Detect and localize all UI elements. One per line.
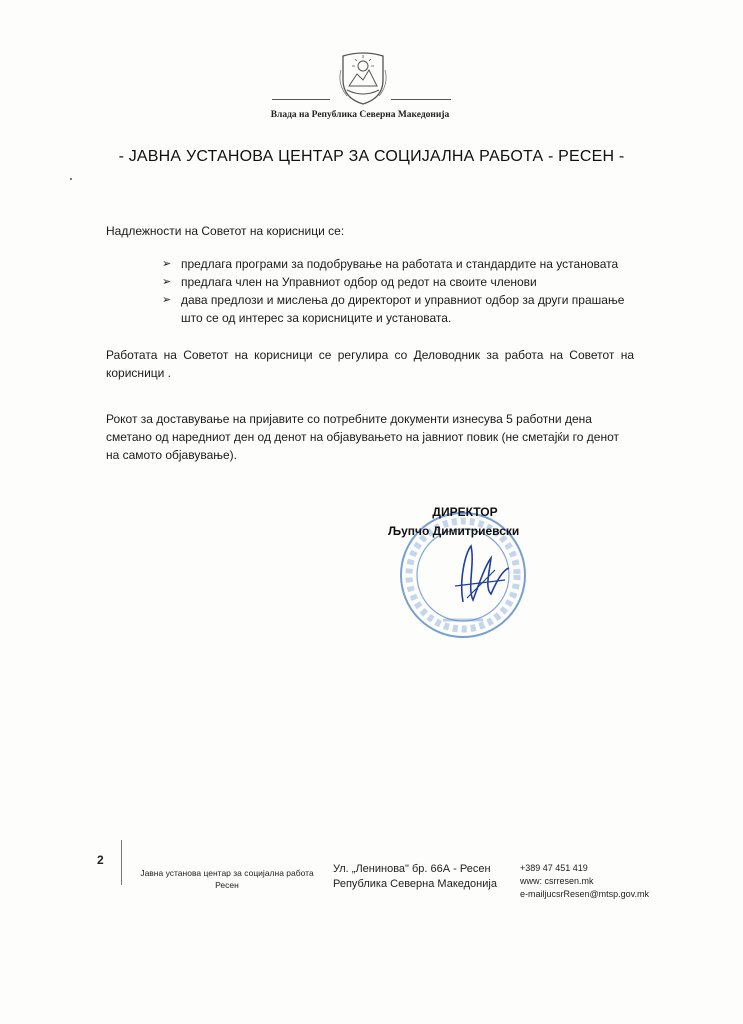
page-number: 2 [97,853,104,867]
footer-web: www: csrresen.mk [520,876,594,886]
list-item-text: предлага член на Управниот одбор од редот на своите членови [181,275,537,289]
list-item [162,273,651,291]
list-item-continuation: што се од интерес за корисниците и установата. [181,311,452,325]
government-name: Влада на Република Северна Македонија [270,110,450,120]
footer-address-line2: Република Северна Македонија [333,878,497,890]
footer-divider [121,840,122,885]
paragraph-regulation: Работата на Советот на корисници се регулира со Деловодник за работа на Советот на корисници . [106,348,634,380]
footer-org-line1: Јавна установа центар за социјална работа [140,868,314,878]
list-item-text: предлага програми за подобрување на работата и стандардите на установата [181,257,619,271]
footer-email: e-mailjucsrResen@mtsp.gov.mk [520,889,650,899]
scan-speck [70,178,72,180]
footer-address [333,862,497,892]
letterhead-rule-left [272,99,330,100]
footer-org-line2: Ресен [215,880,239,890]
footer-contact [520,862,649,901]
arrow-bullet-icon: ➢ [162,294,172,306]
paragraph-deadline: Рокот за доставување на пријавите со потребните документи изнесува 5 работни дена сметано од наредниот ден од денот на објавувањето на јавниот повик (не сметајќи го денот на самото објавување). [106,412,619,462]
footer-organization [138,867,316,891]
footer-phone: +389 47 451 419 [520,863,588,873]
coat-of-arms-icon [337,50,389,106]
footer-address-line1: Ул. „Ленинова" бр. 66А - Ресен [333,863,491,875]
signature-scribble-icon [445,540,515,615]
intro-text: Надлежности на Советот на корисници се: [106,224,345,238]
list-item [162,255,651,273]
arrow-bullet-icon: ➢ [162,258,172,270]
director-name: Љупчо Димитриевски [388,524,520,538]
list-item [162,291,651,327]
list-item-text: дава предлози и мислења до директорот и управниот одбор за други прашање [181,293,625,307]
letterhead-rule-right [391,99,451,100]
arrow-bullet-icon: ➢ [162,276,172,288]
director-title: ДИРЕКТОР [432,505,498,519]
document-heading: - ЈАВНА УСТАНОВА ЦЕНТАР ЗА СОЦИЈАЛНА РАБОТА - РЕСЕН - [118,148,625,165]
competences-list [162,255,651,327]
